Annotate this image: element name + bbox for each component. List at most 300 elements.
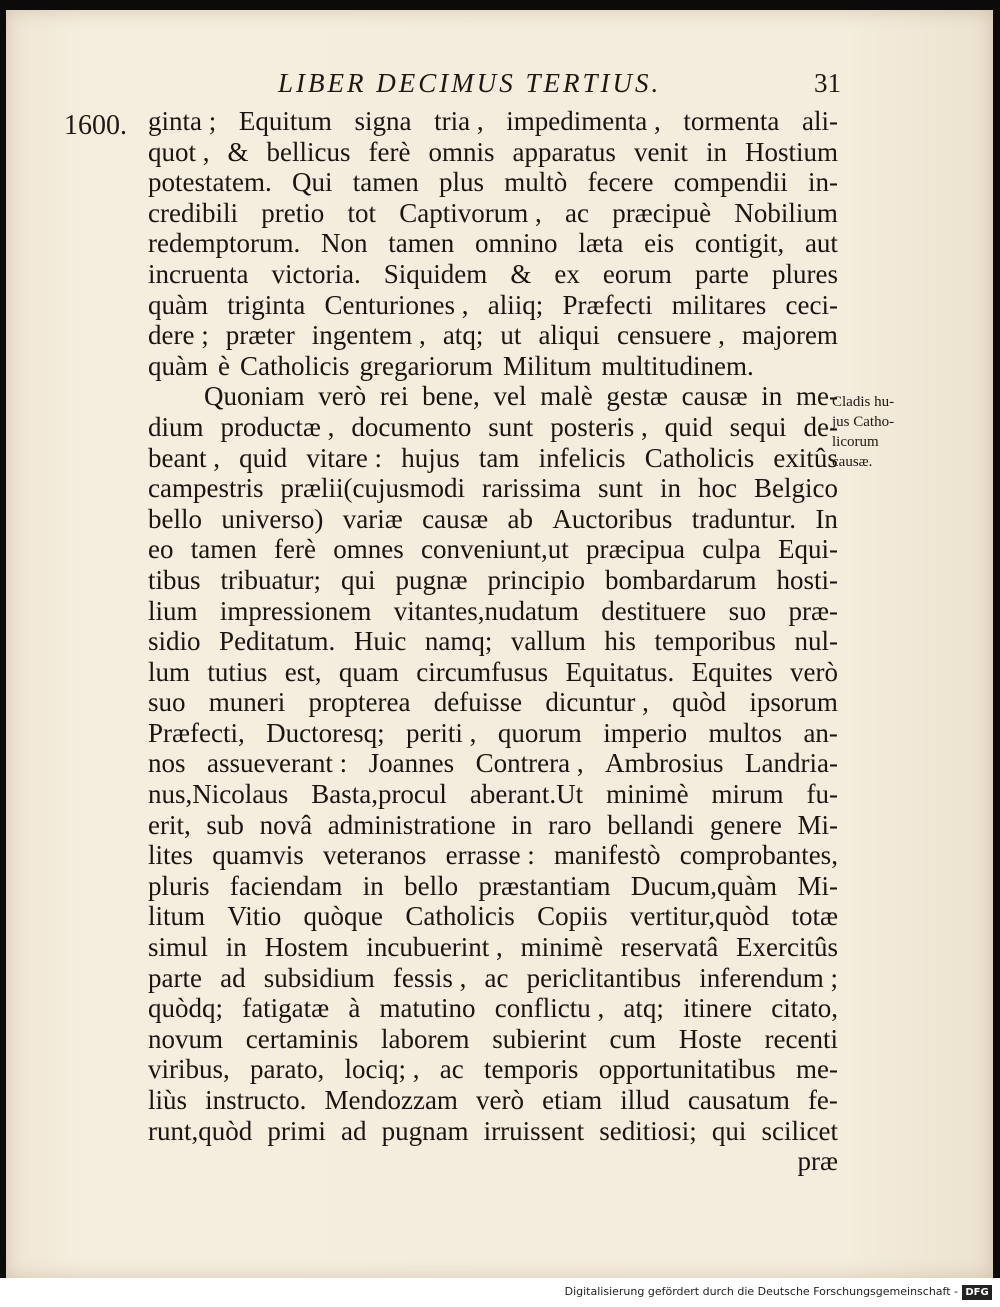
word: ingentem ,	[311, 320, 426, 351]
word: parte	[148, 962, 202, 993]
word: tot	[347, 197, 376, 228]
word: laborem	[381, 1023, 470, 1054]
word: cum	[609, 1023, 657, 1054]
word: in	[362, 870, 384, 901]
word: instructo.	[205, 1085, 307, 1115]
word: causatum	[687, 1085, 790, 1115]
word: dicuntur ,	[545, 687, 649, 718]
text-line	[148, 840, 838, 871]
word: itinere	[683, 993, 753, 1024]
word: plures	[771, 258, 838, 289]
word: impressionem	[219, 595, 372, 626]
word: Vitio	[227, 901, 282, 932]
word: productæ ,	[220, 411, 335, 442]
word: vertitur,quòd	[629, 901, 770, 932]
word: Auctoribus	[552, 503, 673, 534]
text-line	[148, 932, 838, 963]
word: quàm	[148, 289, 208, 320]
word: Basta,procul	[311, 779, 447, 810]
word: Exercitûs	[736, 932, 838, 963]
word: Centuriones ,	[324, 289, 469, 320]
word: quàm	[148, 350, 208, 381]
word: ut	[500, 320, 522, 351]
word: Equites	[691, 656, 773, 687]
word: in	[511, 809, 533, 840]
dfg-logo: DFG	[962, 1285, 992, 1300]
word: eorum	[602, 258, 672, 289]
word: Nobilium	[734, 197, 838, 228]
word: redemptorum.	[148, 228, 301, 259]
word: in	[659, 473, 681, 504]
word: incruenta	[148, 258, 249, 289]
word: malè	[540, 381, 593, 412]
word: destituere	[601, 595, 707, 626]
word: principio	[487, 564, 586, 595]
word: multos	[708, 717, 783, 748]
text-line	[148, 290, 838, 321]
word: minimè	[606, 779, 689, 810]
word: parato,	[250, 1054, 325, 1085]
word: in	[761, 381, 783, 412]
word: comprobantes,	[679, 840, 838, 871]
word: tamen	[352, 167, 419, 198]
body-text	[148, 106, 838, 1177]
word: sidio	[148, 626, 201, 657]
text-line	[148, 901, 838, 932]
word: ferè	[368, 136, 411, 167]
catchword: præ	[797, 1146, 838, 1177]
word: culpa	[702, 534, 761, 565]
word: Joannes	[368, 748, 455, 779]
word: campestris	[148, 473, 264, 504]
text-line	[148, 504, 838, 535]
word: Copiis	[537, 901, 608, 932]
word: Equitatus.	[565, 656, 675, 687]
text-line	[148, 228, 838, 259]
text-line	[148, 626, 838, 657]
word: sunt	[488, 411, 534, 442]
word: in-	[808, 167, 838, 198]
word: tribuatur;	[220, 564, 321, 595]
word: quòd	[672, 687, 727, 718]
word: Landria-	[745, 748, 838, 779]
word: qui	[711, 1115, 747, 1146]
word: novâ	[259, 809, 313, 840]
word: rei	[379, 381, 409, 412]
word: hujus	[401, 442, 460, 473]
word: contigit,	[694, 228, 785, 259]
word: namq;	[424, 626, 493, 657]
text-line	[148, 596, 838, 627]
word: Ambrosius	[605, 748, 724, 779]
word: Ductoresq;	[266, 717, 385, 748]
word: rarissima	[481, 473, 581, 504]
word: impedimenta ,	[506, 106, 661, 136]
word: tormenta	[683, 106, 780, 136]
text-line	[148, 412, 838, 443]
word: Ducum,quàm	[630, 870, 778, 901]
word: conveniunt,ut	[420, 534, 569, 565]
text-line	[148, 565, 838, 596]
word: ginta ;	[148, 106, 217, 136]
word: ferè	[274, 534, 316, 565]
word: quòque	[303, 901, 384, 932]
word: &	[227, 136, 249, 167]
text-line	[148, 1085, 838, 1116]
word: Catholicis	[644, 442, 755, 473]
word: genere	[709, 809, 782, 840]
word: Hostem	[264, 932, 349, 963]
word: Mendozzam	[324, 1085, 458, 1115]
word: Hoste	[678, 1023, 742, 1054]
text-line	[148, 198, 838, 229]
word: aut	[804, 228, 838, 259]
word: ab	[507, 503, 534, 534]
word: majorem	[741, 320, 838, 351]
word: pugnæ	[395, 564, 468, 595]
word: quot ,	[148, 136, 210, 167]
word: eis	[644, 228, 675, 259]
word: administratione	[327, 809, 496, 840]
text-line	[148, 779, 838, 810]
word: fessis ,	[392, 962, 467, 993]
word: exitûs	[773, 442, 838, 473]
word: fatigatæ	[242, 993, 330, 1024]
word: hosti-	[776, 564, 838, 595]
word: traduntur.	[691, 503, 797, 534]
word: me-	[796, 381, 838, 412]
word: qui	[341, 564, 376, 595]
word: Captivorum ,	[399, 197, 542, 228]
word: præcipuè	[612, 197, 712, 228]
word: periclitantibus	[526, 962, 682, 993]
word: raro	[548, 809, 592, 840]
word: triginta	[227, 289, 306, 320]
word: dere ;	[148, 320, 209, 351]
word: victoria.	[271, 258, 361, 289]
text-line	[148, 473, 838, 504]
word: quorum	[497, 717, 582, 748]
word: verò	[790, 656, 838, 687]
word: viribus,	[148, 1054, 230, 1085]
word: atq;	[623, 993, 664, 1024]
word: præstantiam	[478, 870, 611, 901]
word: Hostium	[744, 136, 838, 167]
text-line	[148, 1054, 838, 1085]
word: liùs	[148, 1085, 188, 1115]
marginal-note-line: jus Catho-	[832, 414, 895, 430]
text-line	[148, 259, 838, 290]
word: omnes	[333, 534, 404, 565]
word: mirum	[711, 779, 784, 810]
word: aberant.Ut	[469, 779, 584, 810]
word: tam	[478, 442, 520, 473]
word: infelicis	[538, 442, 626, 473]
word: fu-	[806, 779, 838, 810]
word: Quoniam	[204, 381, 305, 412]
word: pretio	[261, 197, 325, 228]
word: lites	[148, 840, 193, 871]
word: conflictu ,	[494, 993, 605, 1024]
word: totæ	[791, 901, 838, 932]
word: credibili	[148, 197, 238, 228]
word: me-	[795, 1054, 838, 1085]
word: ali-	[802, 106, 838, 136]
word: vitantes,nudatum	[393, 595, 579, 626]
word: atq;	[442, 320, 484, 351]
word: novum	[148, 1023, 224, 1054]
word: subierint	[492, 1023, 587, 1054]
word: suo	[148, 687, 186, 718]
word: Militum	[502, 350, 592, 381]
word: Huic	[353, 626, 407, 657]
text-line	[148, 993, 838, 1024]
word: militares	[671, 289, 767, 320]
word: opportunitatibus	[598, 1054, 776, 1085]
word: Equi-	[777, 534, 838, 565]
word: censuere ,	[616, 320, 725, 351]
word: manifestò	[554, 840, 661, 871]
word: dium	[148, 411, 204, 442]
word: minimè	[520, 932, 604, 963]
text-line	[148, 748, 838, 779]
word: imperio	[603, 717, 688, 748]
text-line	[148, 106, 838, 137]
page-header	[146, 66, 841, 106]
text-line	[148, 657, 838, 688]
word: pugnam	[381, 1115, 469, 1146]
word: omnino	[475, 228, 558, 259]
word: bellicus	[266, 136, 351, 167]
word: ac	[564, 197, 589, 228]
text-line	[148, 871, 838, 902]
text-line	[148, 534, 838, 565]
word: fecere	[587, 167, 654, 198]
word: quòdq;	[148, 993, 224, 1024]
word: fe-	[807, 1085, 838, 1115]
word: temporibus	[654, 626, 776, 657]
word: lum	[148, 656, 191, 687]
word: incubuerint ,	[366, 932, 503, 963]
word: causæ	[681, 381, 748, 412]
word: errasse :	[445, 840, 535, 871]
word: potestatem.	[148, 167, 272, 198]
word: assueverant :	[206, 748, 348, 779]
word: verò	[318, 381, 367, 412]
word: Peditatum.	[219, 626, 336, 657]
text-line	[148, 1116, 838, 1147]
word: &	[510, 258, 532, 289]
text-line	[148, 443, 838, 474]
word: runt,quòd	[148, 1115, 253, 1146]
word: Mi-	[797, 870, 838, 901]
word: omnis	[428, 136, 495, 167]
marginal-note	[832, 392, 962, 472]
word: vallum	[510, 626, 586, 657]
marginal-note-line: causæ.	[832, 454, 873, 470]
word: aliqui	[538, 320, 600, 351]
word: propterea	[308, 687, 411, 718]
margin-year: 1600.	[64, 110, 127, 141]
word: de-	[803, 411, 838, 442]
running-head: LIBER DECIMUS TERTIUS.	[278, 68, 662, 98]
word: signa	[354, 106, 412, 136]
word: Belgico	[753, 473, 838, 504]
word: sequi	[729, 411, 787, 442]
word: subsidium	[263, 962, 375, 993]
word: reservatâ	[620, 932, 719, 963]
word: ac	[484, 962, 509, 993]
word: ipsorum	[749, 687, 838, 718]
marginal-note-line: Cladis hu-	[832, 394, 895, 410]
word: quid	[239, 442, 288, 473]
word: simul	[148, 932, 209, 963]
word: ceci-	[785, 289, 838, 320]
word: nos	[148, 748, 186, 779]
word: posteris ,	[550, 411, 648, 442]
word: nul-	[794, 626, 838, 657]
word: periti ,	[405, 717, 477, 748]
word: suo	[728, 595, 767, 626]
word: hoc	[697, 473, 737, 504]
word: vel	[493, 381, 527, 412]
word: Equitum	[238, 106, 332, 136]
word: lociq; ,	[344, 1054, 420, 1085]
word: temporis	[483, 1054, 579, 1085]
word: variæ	[342, 503, 403, 534]
word: ad	[340, 1115, 367, 1146]
word: his	[604, 626, 636, 657]
word: veteranos	[322, 840, 427, 871]
word: quamvis	[212, 840, 304, 871]
word: tamen	[190, 534, 257, 565]
word: in	[225, 932, 247, 963]
marginal-note-line: licorum	[832, 434, 879, 450]
word: lium	[148, 595, 198, 626]
word: bello	[404, 870, 459, 901]
word: beant ,	[148, 442, 220, 473]
word: tria ,	[434, 106, 484, 136]
word: nus,Nicolaus	[148, 779, 289, 810]
word: multò	[504, 167, 568, 198]
word: Mi-	[797, 809, 838, 840]
word: ad	[220, 962, 246, 993]
word: parte	[694, 258, 749, 289]
word: multitudinem.	[601, 350, 754, 381]
word: litum	[148, 901, 206, 932]
word: inferendum ;	[699, 962, 838, 993]
word: illud	[620, 1085, 670, 1115]
word: vitare :	[306, 442, 383, 473]
footer-credit: Digitalisierung gefördert durch die Deutsche Forschungsgemeinschaft -	[564, 1285, 958, 1298]
footer-bar	[0, 1278, 1000, 1307]
text-line	[148, 810, 838, 841]
word: seditiosi;	[599, 1115, 697, 1146]
word: apparatus	[512, 136, 616, 167]
word: sunt	[597, 473, 643, 504]
word: ac	[439, 1054, 464, 1085]
word: est,	[284, 656, 322, 687]
text-line	[148, 687, 838, 718]
word: Catholicis	[239, 350, 350, 381]
word: compendii	[673, 167, 788, 198]
word: bene,	[422, 381, 480, 412]
word: recenti	[764, 1023, 838, 1054]
word: ex	[554, 258, 580, 289]
word: præ-	[788, 595, 838, 626]
word: Catholicis	[405, 901, 515, 932]
word: verò	[476, 1085, 525, 1115]
word: quam	[338, 656, 399, 687]
word: muneri	[208, 687, 286, 718]
text-line	[148, 963, 838, 994]
word: Non	[321, 228, 368, 259]
text-line	[148, 320, 838, 351]
word: præter	[225, 320, 295, 351]
word: quid	[664, 411, 713, 442]
word: universo)	[221, 503, 324, 534]
word: Præfecti	[562, 289, 653, 320]
text-line	[148, 167, 838, 198]
text-line	[148, 718, 838, 749]
word: gestæ	[606, 381, 668, 412]
word: bello	[148, 503, 202, 534]
word: primi	[267, 1115, 326, 1146]
word: præcipua	[585, 534, 685, 565]
word: eo	[148, 534, 174, 565]
word: certaminis	[245, 1023, 359, 1054]
word: documento	[351, 411, 472, 442]
word: sub	[206, 809, 244, 840]
word: Qui	[291, 167, 333, 198]
word: tamen	[388, 228, 455, 259]
word: Contrera ,	[475, 748, 584, 779]
page-number: 31	[814, 68, 841, 98]
word: è	[218, 350, 230, 381]
word: etiam	[542, 1085, 603, 1115]
word: Præfecti,	[148, 717, 245, 748]
word: citato,	[771, 993, 838, 1024]
word: scilicet	[761, 1115, 838, 1146]
word: venit	[633, 136, 688, 167]
word: circumfusus	[416, 656, 549, 687]
word: an-	[803, 717, 838, 748]
word: faciendam	[229, 870, 343, 901]
word: defuisse	[433, 687, 523, 718]
word: causæ	[422, 503, 489, 534]
word: aliiq;	[487, 289, 544, 320]
word: in	[705, 136, 727, 167]
word: tutius	[207, 656, 268, 687]
word: læta	[578, 228, 624, 259]
word: In	[815, 503, 838, 534]
text-line	[148, 137, 838, 168]
word: à	[348, 993, 361, 1024]
word: Siquidem	[383, 258, 488, 289]
word: gregariorum	[359, 350, 493, 381]
word: prælii(cujusmodi	[280, 473, 465, 504]
word: irruissent	[483, 1115, 585, 1146]
word: plus	[439, 167, 485, 198]
word: tibus	[148, 564, 201, 595]
text-line	[148, 351, 838, 382]
word: erit,	[148, 809, 191, 840]
word: matutino	[379, 993, 476, 1024]
text-line	[148, 1024, 838, 1055]
word: pluris	[148, 870, 210, 901]
text-line	[148, 381, 838, 412]
word: bombardarum	[605, 564, 757, 595]
